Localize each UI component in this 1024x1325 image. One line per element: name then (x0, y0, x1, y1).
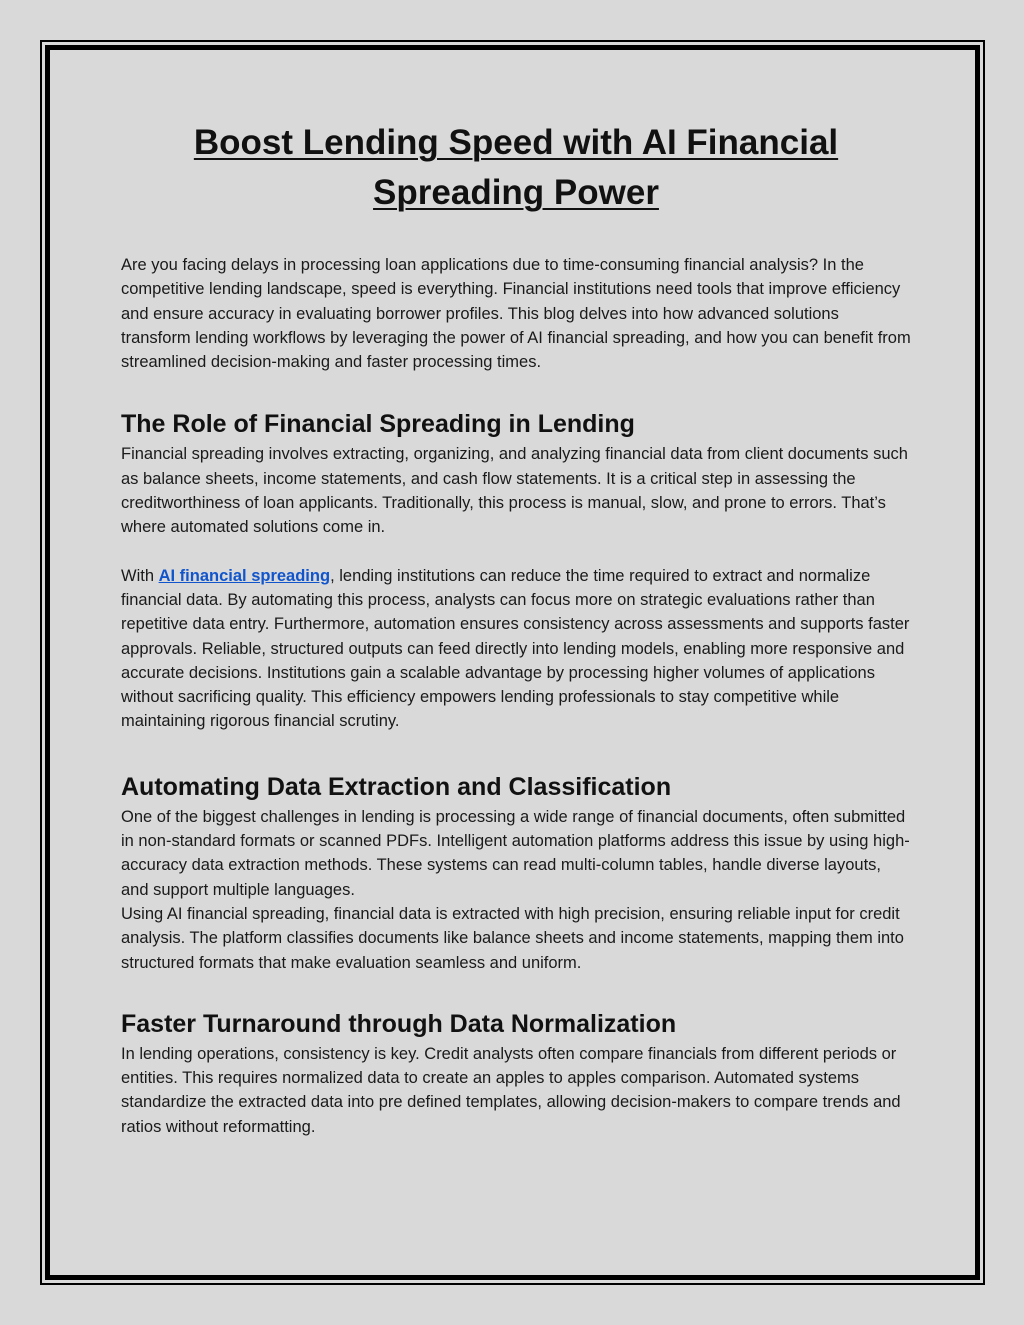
automating-paragraph-2: Using AI financial spreading, financial data is extracted with high precision, ensuring reliable input for credit analysis. The platform classifies documents like balance sheets and income statements, mapping them into structured formats that make evaluation seamless and uniform. (121, 904, 904, 972)
automating-paragraph-1: One of the biggest challenges in lending is processing a wide range of financial documents, often submitted in non-standard formats or scanned PDFs. Intelligent automation platforms address this issue by using high-accuracy data extraction methods. These systems can read multi-column tables, handle diverse layouts, and support multiple languages. (121, 807, 910, 899)
document-body (121, 118, 911, 1139)
title-line-2: Spreading Power (373, 173, 659, 212)
title-line-1: Boost Lending Speed with AI Financial (193, 123, 839, 162)
role-paragraph-2-suffix: , lending institutions can reduce the time required to extract and normalize financial data. By automating this process, analysts can focus more on strategic evaluations rather than repetitive data entry. Furthermore, automation ensures consistency across assessments and supports faster approvals. Reliable, structured outputs can feed directly into lending models, enabling more responsive and accurate decisions. Institutions gain a scalable advantage by processing higher volumes of applications without sacrificing quality. This efficiency empowers lending professionals to stay competitive while maintaining rigorous financial scrutiny. (121, 566, 910, 731)
role-paragraph-1: Financial spreading involves extracting, organizing, and analyzing financial data from client documents such as balance sheets, income statements, and cash flow statements. It is a critical step in assessing the creditworthiness of loan applicants. Traditionally, this process is manual, slow, and prone to errors. That’s where automated solutions come in. (121, 445, 908, 537)
section-heading-automating: Automating Data Extraction and Classification (121, 772, 672, 801)
intro-paragraph: Are you facing delays in processing loan applications due to time-consuming financial analysis? In the competitive lending landscape, speed is everything. Financial institutions need tools that improve efficiency and ensure accuracy in evaluating borrower profiles. This blog delves into how advanced solutions transform lending workflows by leveraging the power of AI financial spreading, and how you can benefit from streamlined decision-making and faster processing times. (121, 256, 911, 372)
section-heading-faster: Faster Turnaround through Data Normalization (121, 1009, 677, 1038)
role-paragraph-2-prefix: With (121, 566, 159, 585)
role-paragraph-2 (121, 564, 911, 734)
faster-paragraph-1: In lending operations, consistency is key. Credit analysts often compare financials from different periods or entities. This requires normalized data to create an apples to apples comparison. Automated systems standardize the extracted data into pre defined templates, allowing decision-makers to compare trends and ratios without reformatting. (121, 1044, 901, 1136)
document-title (121, 118, 911, 218)
ai-financial-spreading-link[interactable]: AI financial spreading (158, 566, 331, 585)
section-heading-role: The Role of Financial Spreading in Lending (121, 410, 635, 439)
